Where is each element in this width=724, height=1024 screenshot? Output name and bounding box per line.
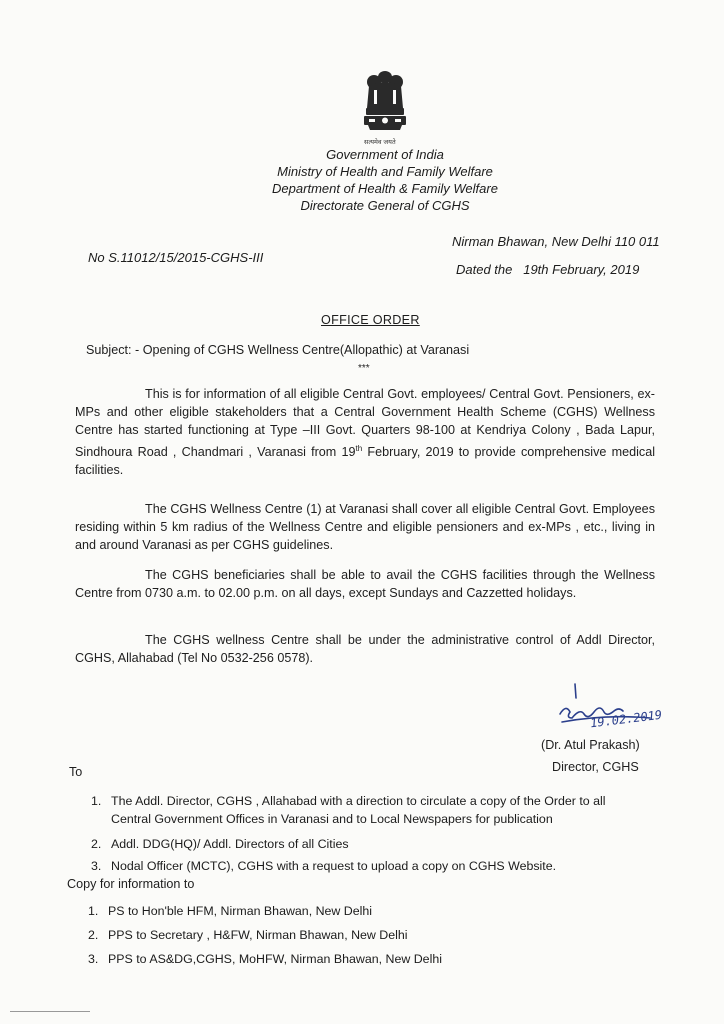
paragraph-4 <box>75 631 655 667</box>
paragraph-4-text: The CGHS wellness Centre shall be under the administrative control of Addl Director, CGHS, Allahabad (Tel No 0532-256 0578). <box>75 633 655 666</box>
header-directorate: Directorate General of CGHS <box>300 198 470 213</box>
copy-label: Copy for information to <box>67 877 195 891</box>
subject-line: Subject: - Opening of CGHS Wellness Centre(Allopathic) at Varanasi <box>86 343 470 357</box>
recipient-3 <box>91 857 556 875</box>
to-label: To <box>69 765 83 779</box>
copy-3-text: PPS to AS&DG,CGHS, MoHFW, Nirman Bhawan, New Delhi <box>108 952 442 966</box>
date-label: Dated the <box>456 262 513 277</box>
copy-1-text: PS to Hon'ble HFM, Nirman Bhawan, New Delhi <box>108 904 373 918</box>
national-emblem-icon <box>360 68 410 140</box>
signatory-name: (Dr. Atul Prakash) <box>541 738 640 752</box>
paragraph-1-text-a: This is for information of all eligible Central Govt. employees/ Central Govt. Pensioners, ex-MPs and other eligible stakeholders that a Central Government Health Scheme (CGHS) Wellness Centre has started functioning at Type –III Govt. Quarters 98-100 at Kendriya Colony , Bada Lapur, Sindhoura Road , Chandmari , Varanasi from 19 <box>75 387 655 459</box>
paragraph-1-sup: th <box>355 443 363 453</box>
copy-1-number: 1. <box>88 904 99 918</box>
signatory-designation: Director, CGHS <box>552 760 639 774</box>
header-department: Department of Health & Family Welfare <box>272 181 498 196</box>
separator: *** <box>358 363 370 374</box>
emblem-caption: सत्यमेव जयते <box>364 139 396 146</box>
paragraph-3 <box>75 566 655 602</box>
recipient-1-number: 1. <box>91 794 102 808</box>
signature-date: 19.02.2019 <box>589 707 663 731</box>
header-ministry: Ministry of Health and Family Welfare <box>277 164 493 179</box>
recipient-1-line1: The Addl. Director, CGHS , Allahabad with a direction to circulate a copy of the Order to all <box>111 794 606 808</box>
paragraph-2 <box>75 500 655 555</box>
issue-place: Nirman Bhawan, New Delhi 110 011 <box>452 234 660 249</box>
footer-rule <box>10 1011 90 1012</box>
copy-3 <box>88 950 442 968</box>
copy-3-number: 3. <box>88 952 99 966</box>
recipient-3-text: Nodal Officer (MCTC), CGHS with a request to upload a copy on CGHS Website. <box>111 859 557 873</box>
document-title: OFFICE ORDER <box>321 313 420 327</box>
copy-1 <box>88 902 372 920</box>
recipient-2-text: Addl. DDG(HQ)/ Addl. Directors of all Cities <box>111 837 349 851</box>
recipient-3-number: 3. <box>91 859 102 873</box>
date-value: 19th February, 2019 <box>523 262 640 277</box>
paragraph-2-text: The CGHS Wellness Centre (1) at Varanasi shall cover all eligible Central Govt. Employees residing within 5 km radius of the Wellness Centre and eligible pensioners and ex-MPs , etc., living in and around Varanasi as per CGHS guidelines. <box>75 502 655 553</box>
header-government: Government of India <box>326 147 444 162</box>
copy-2-number: 2. <box>88 928 99 942</box>
paragraph-1 <box>75 385 655 479</box>
copy-2-text: PPS to Secretary , H&FW, Nirman Bhawan, New Delhi <box>108 928 408 942</box>
recipient-2-number: 2. <box>91 837 102 851</box>
paragraph-3-text: The CGHS beneficiaries shall be able to avail the CGHS facilities through the Wellness Centre from 0730 a.m. to 02.00 p.m. on all days, except Sundays and Cazzetted holidays. <box>75 568 655 601</box>
file-number: No S.11012/15/2015-CGHS-III <box>88 250 264 265</box>
recipient-1 <box>91 792 606 828</box>
issue-date <box>456 262 639 277</box>
paragraph-1-text-b: February, 2019 to provide comprehensive medical facilities. <box>75 444 655 477</box>
copy-2 <box>88 926 408 944</box>
recipient-2 <box>91 835 349 853</box>
recipient-1-line2: Central Government Offices in Varanasi and to Local Newspapers for publication <box>111 812 553 826</box>
